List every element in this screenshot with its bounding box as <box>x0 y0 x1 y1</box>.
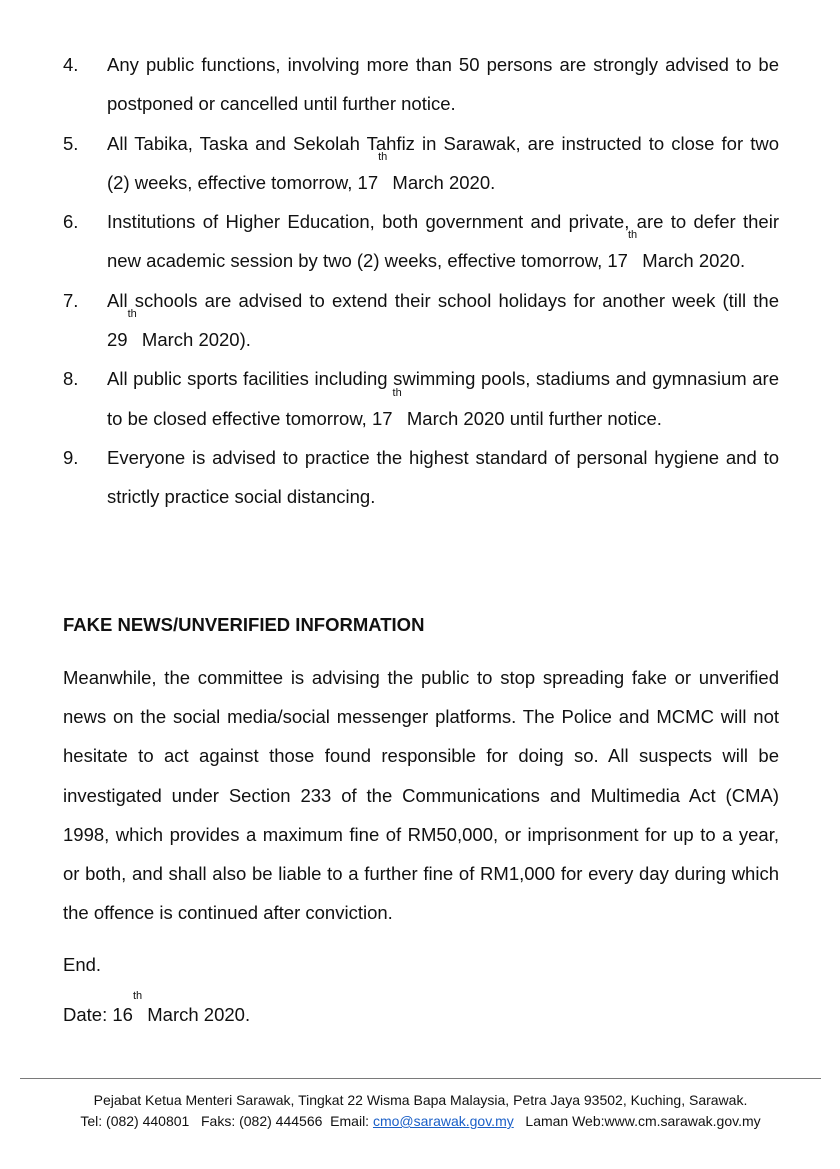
list-item-number: 8. <box>63 368 79 390</box>
section-heading: FAKE NEWS/UNVERIFIED INFORMATION <box>63 614 425 635</box>
text-run: All Tabika, Taska and Sekolah Tahfiz in Sarawak, are instructed to close for two (2) weeks, effective tomorrow, 17 <box>107 132 779 193</box>
text-run: All public sports facilities including swimming pools, stadiums and gymnasium are to be closed effective tomorrow, 17 <box>107 368 779 429</box>
list-item <box>63 281 779 360</box>
list-item <box>63 124 779 203</box>
superscript: th <box>132 990 143 1002</box>
end-marker: End. <box>63 954 102 975</box>
footer-contact <box>20 1111 821 1132</box>
list-item-text <box>107 124 779 203</box>
footer-contact-text: Tel: (082) 440801 Faks: (082) 444566 Email: <box>80 1113 373 1129</box>
footer-divider <box>20 1078 821 1079</box>
superscript: th <box>378 150 388 163</box>
list-item-number: 4. <box>63 54 79 75</box>
text-run: March 2020. <box>637 250 746 272</box>
list-item <box>63 45 779 124</box>
list-item-number: 6. <box>63 211 79 233</box>
footer <box>20 1090 821 1132</box>
body-paragraph: Meanwhile, the committee is advising the public to stop spreading fake or unverified news on the social media/social messenger platforms. The Police and MCMC will not hesitate to act against those found responsible for doing so. All suspects will be investigated under Section 233 of the Communications and Multimedia Act (CMA) 1998, which provides a maximum fine of RM50,000, or imprisonment for up to a year, or both, and shall also be liable to a further fine of RM1,000 for every day during which the offence is continued after conviction. <box>63 667 779 924</box>
list-item <box>63 359 779 438</box>
text-run: March 2020. <box>387 171 496 193</box>
list-item-text: Any public functions, involving more than 50 persons are strongly advised to be postponed or cancelled until further notice. <box>107 54 779 115</box>
list-item <box>63 438 779 517</box>
text-run: All schools are advised to extend their school holidays for another week (till the 29 <box>107 289 779 351</box>
list-item-text <box>107 281 779 360</box>
list-item-text: Everyone is advised to practice the highest standard of personal hygiene and to strictly practice social distancing. <box>107 446 779 508</box>
superscript: th <box>392 386 402 399</box>
footer-website-text: Laman Web:www.cm.sarawak.gov.my <box>513 1113 761 1129</box>
email-link[interactable]: cmo@sarawak.gov.my <box>372 1113 514 1129</box>
document-date <box>63 990 251 1028</box>
list-item-text <box>107 202 779 281</box>
list-item-number: 5. <box>63 132 79 154</box>
text-run: Date: 16 <box>63 1004 133 1025</box>
text-run: March 2020 until further notice. <box>401 407 662 429</box>
list-item-number: 9. <box>63 446 79 468</box>
text-run: March 2020. <box>142 1004 251 1025</box>
text-run: Institutions of Higher Education, both government and private, are to defer their new academic session by two (2) weeks, effective tomorrow, 17 <box>107 211 779 272</box>
superscript: th <box>127 308 137 321</box>
text-run: March 2020). <box>136 329 251 351</box>
list-item-number: 7. <box>63 289 79 311</box>
footer-address: Pejabat Ketua Menteri Sarawak, Tingkat 22 Wisma Bapa Malaysia, Petra Jaya 93502, Kuching, Sarawak. <box>93 1092 748 1108</box>
list-item-text <box>107 359 779 438</box>
superscript: th <box>627 229 638 242</box>
numbered-list <box>63 45 779 517</box>
list-item <box>63 202 779 281</box>
